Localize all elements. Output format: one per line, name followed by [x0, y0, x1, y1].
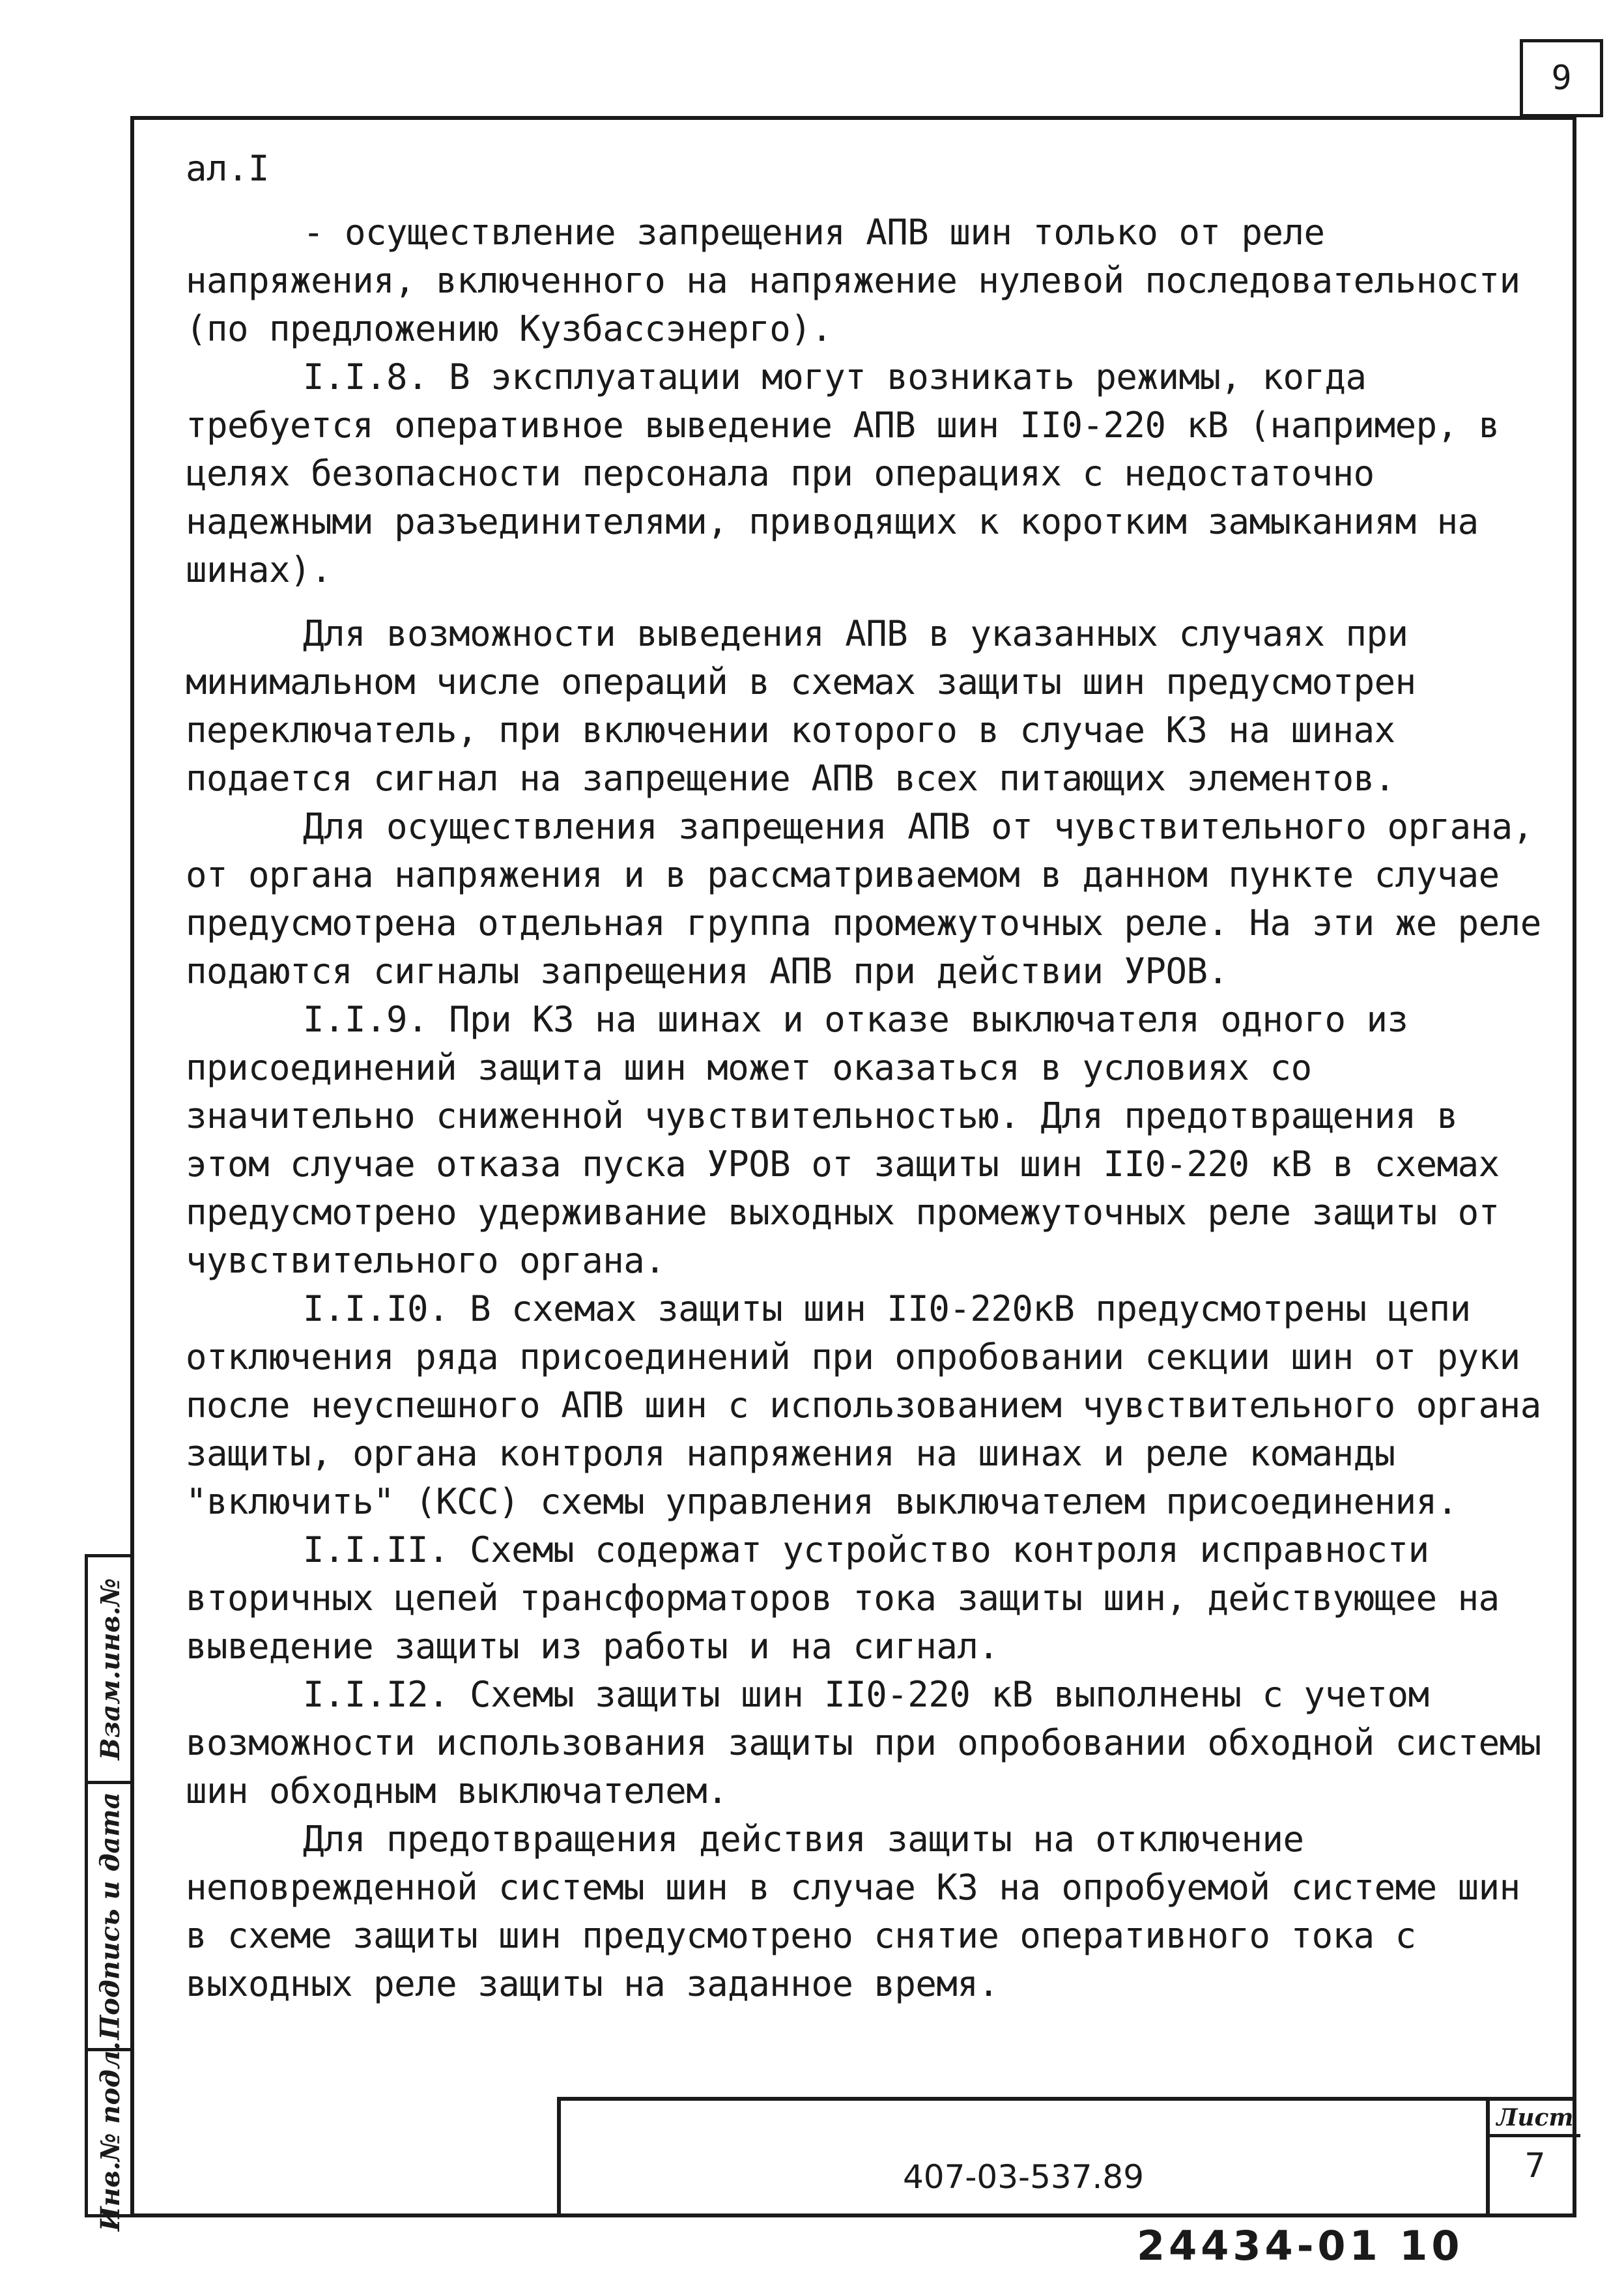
- sheet-label: Лист: [1490, 2101, 1580, 2137]
- paragraph-1: - осуществление запрещения АПВ шин только от реле напряжения, включенного на напряжение нулевой последовательности (по предложению Кузбассэнерго).: [186, 212, 1520, 349]
- stamp-side-strip: [85, 1554, 133, 2231]
- side-label-signature-date: Подпись и дата: [95, 1792, 126, 2040]
- document-body: [186, 145, 1550, 2008]
- sheet-number: 7: [1524, 2146, 1546, 2185]
- side-cell-replaced: [88, 1557, 133, 1784]
- paragraph-5: I.I.9. При КЗ на шинах и отказе выключателя одного из присоединений защита шин может оказаться в условиях со значительно сниженной чувствительностью. Для предотвращения в этом случае отказа пуска УРОВ от защиты шин II0-220 кВ в схемах предусмотрено удерживание выходных промежуточных реле защиты от чувствительного органа.: [186, 999, 1500, 1281]
- side-cell-signature: [88, 1784, 133, 2051]
- paragraph-4: Для осуществления запрещения АПВ от чувствительного органа, от органа напряжения и в рассматриваемом в данном пункте случае предусмотрена отдельная группа промежуточных реле. На эти же реле подаются сигналы запрещения АПВ при действии УРОВ.: [186, 806, 1541, 992]
- paragraph-3: Для возможности выведения АПВ в указанных случаях при минимальном числе операций в схемах защиты шин предусмотрен переключатель, при включении которого в случае КЗ на шинах подается сигнал на запрещение АПВ всех питающих элементов.: [186, 613, 1416, 799]
- paragraph-9: Для предотвращения действия защиты на отключение неповрежденной системы шин в случае КЗ на опробуемой системе шин в схеме защиты шин предусмотрено снятие оперативного тока с выходных реле защиты на заданное время.: [186, 1819, 1520, 2004]
- sheet-column: [1486, 2101, 1580, 2217]
- paragraph-8: I.I.I2. Схемы защиты шин II0-220 кВ выполнены с учетом возможности использования защиты при опробовании обходной системы шин обходным выключателем.: [186, 1674, 1541, 1811]
- paragraph-7: I.I.II. Схемы содержат устройство контроля исправности вторичных цепей трансформаторов тока защиты шин, действующее на выведение защиты из работы и на сигнал.: [186, 1529, 1500, 1667]
- document-code: 407-03-537.89: [902, 2158, 1145, 2196]
- side-label-original-inv: Инв.№ подл.: [95, 2041, 126, 2231]
- paragraph-6: I.I.I0. В схемах защиты шин II0-220кВ предусмотрены цепи отключения ряда присоединений при опробовании секции шин от руки после неуспешного АПВ шин с использованием чувствительного органа защиты, органа контроля напряжения на шинах и реле команды "включить" (КСС) схемы управления выключателем присоединения.: [186, 1288, 1541, 1522]
- side-label-replaced-inv: Взам.инв.№: [95, 1578, 126, 1761]
- paragraph-0: ал.I: [186, 148, 270, 189]
- archive-number: 24434-01 10: [1137, 2222, 1464, 2270]
- page-number: 9: [1520, 39, 1603, 117]
- paragraph-2: I.I.8. В эксплуатации могут возникать режимы, когда требуется оперативное выведение АПВ шин II0-220 кВ (например, в целях безопасности персонала при операциях с недостаточно надежными разъединителями, приводящих к коротким замыканиям на шинах).: [186, 356, 1500, 590]
- title-block: [557, 2097, 1576, 2217]
- side-cell-original: [88, 2041, 133, 2231]
